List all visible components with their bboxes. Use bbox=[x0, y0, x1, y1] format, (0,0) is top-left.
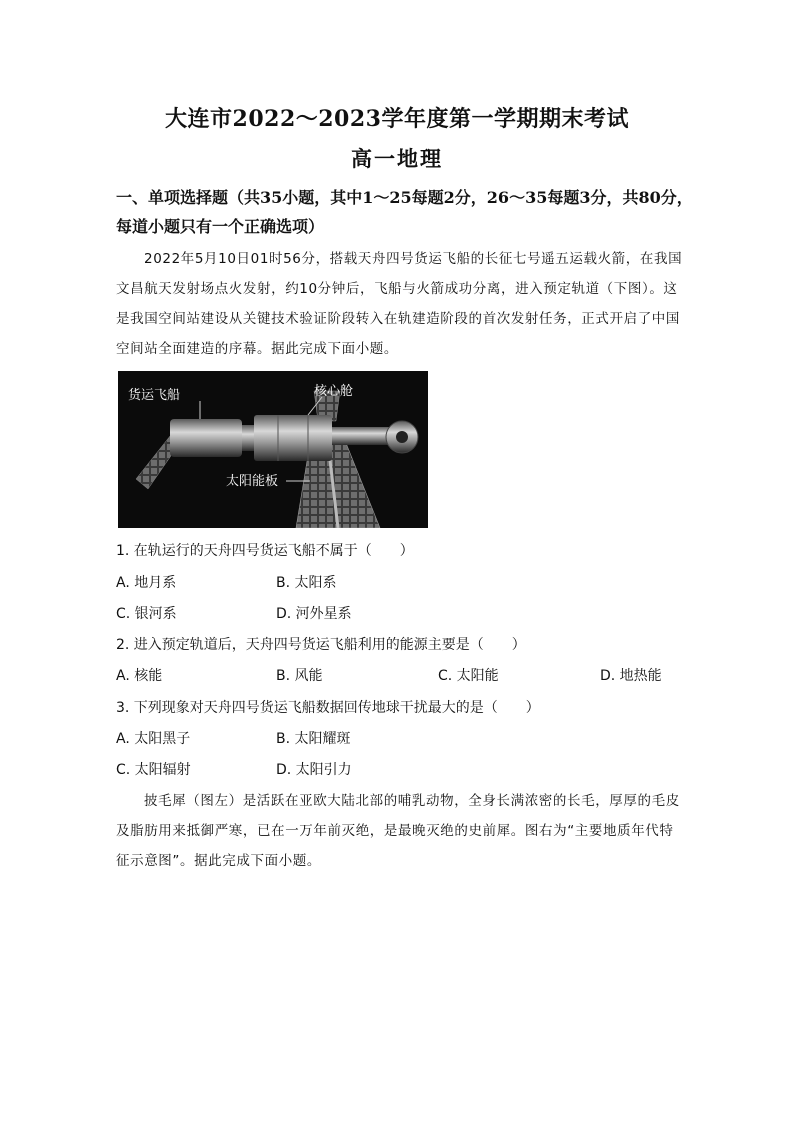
exam-subject: 高一地理 bbox=[351, 146, 443, 171]
question-2-option-b[interactable]: B. 风能 bbox=[276, 668, 323, 684]
core-module bbox=[254, 415, 332, 461]
question-3-option-b[interactable]: B. 太阳耀斑 bbox=[276, 731, 351, 747]
question-3-option-d[interactable]: D. 太阳引力 bbox=[276, 762, 352, 778]
question-2-option-c[interactable]: C. 太阳能 bbox=[438, 668, 499, 684]
question-3-option-a[interactable]: A. 太阳黑子 bbox=[116, 731, 191, 747]
label-solar-panel: 太阳能板 bbox=[226, 474, 279, 489]
label-core-module: 核心舱 bbox=[314, 384, 354, 399]
question-1-option-b[interactable]: B. 太阳系 bbox=[276, 575, 337, 591]
question-2-stem: 2. 进入预定轨道后，天舟四号货运飞船利用的能源主要是（ ） bbox=[116, 637, 526, 653]
question-2-option-d[interactable]: D. 地热能 bbox=[600, 668, 662, 684]
question-3-stem: 3. 下列现象对天舟四号货运飞船数据回传地球干扰最大的是（ ） bbox=[116, 700, 540, 716]
question-1-option-c[interactable]: C. 银河系 bbox=[116, 606, 177, 622]
question-2-option-a[interactable]: A. 核能 bbox=[116, 668, 163, 684]
label-cargo-ship: 货运飞船 bbox=[128, 388, 181, 403]
space-station-figure bbox=[118, 371, 428, 528]
section-heading: 一、单项选择题（共35小题，其中1～25每题2分，26～35每题3分，共80分，每道小题只有一个正确选项） bbox=[116, 188, 693, 236]
question-3-option-c[interactable]: C. 太阳辐射 bbox=[116, 762, 191, 778]
passage-1: 2022年5月10日01时56分，搭载天舟四号货运飞船的长征七号遥五运载火箭，在我国文昌航天发射场点火发射，约10分钟后，飞船与火箭成功分离，进入预定轨道（下图）。这是我国空间站建设从关键技术验证阶段转入在轨建造阶段的首次发射任务，正式开启了中国空间站全面建造的序幕。据此完成下面小题。 bbox=[116, 251, 683, 357]
question-1-option-d[interactable]: D. 河外星系 bbox=[276, 606, 352, 622]
space-station-illustration bbox=[118, 371, 428, 528]
exam-title: 大连市2022～2023学年度第一学期期末考试 bbox=[165, 106, 629, 132]
passage-2: 披毛犀（图左）是活跃在亚欧大陆北部的哺乳动物，全身长满浓密的长毛，厚厚的毛皮及脂肪用来抵御严寒，已在一万年前灭绝，是最晚灭绝的史前犀。图右为“主要地质年代特征示意图”。据此完成下面小题。 bbox=[116, 793, 680, 869]
cargo-module bbox=[170, 419, 242, 457]
question-1-option-a[interactable]: A. 地月系 bbox=[116, 575, 177, 591]
question-1-stem: 1. 在轨运行的天舟四号货运飞船不属于（ ） bbox=[116, 543, 414, 559]
